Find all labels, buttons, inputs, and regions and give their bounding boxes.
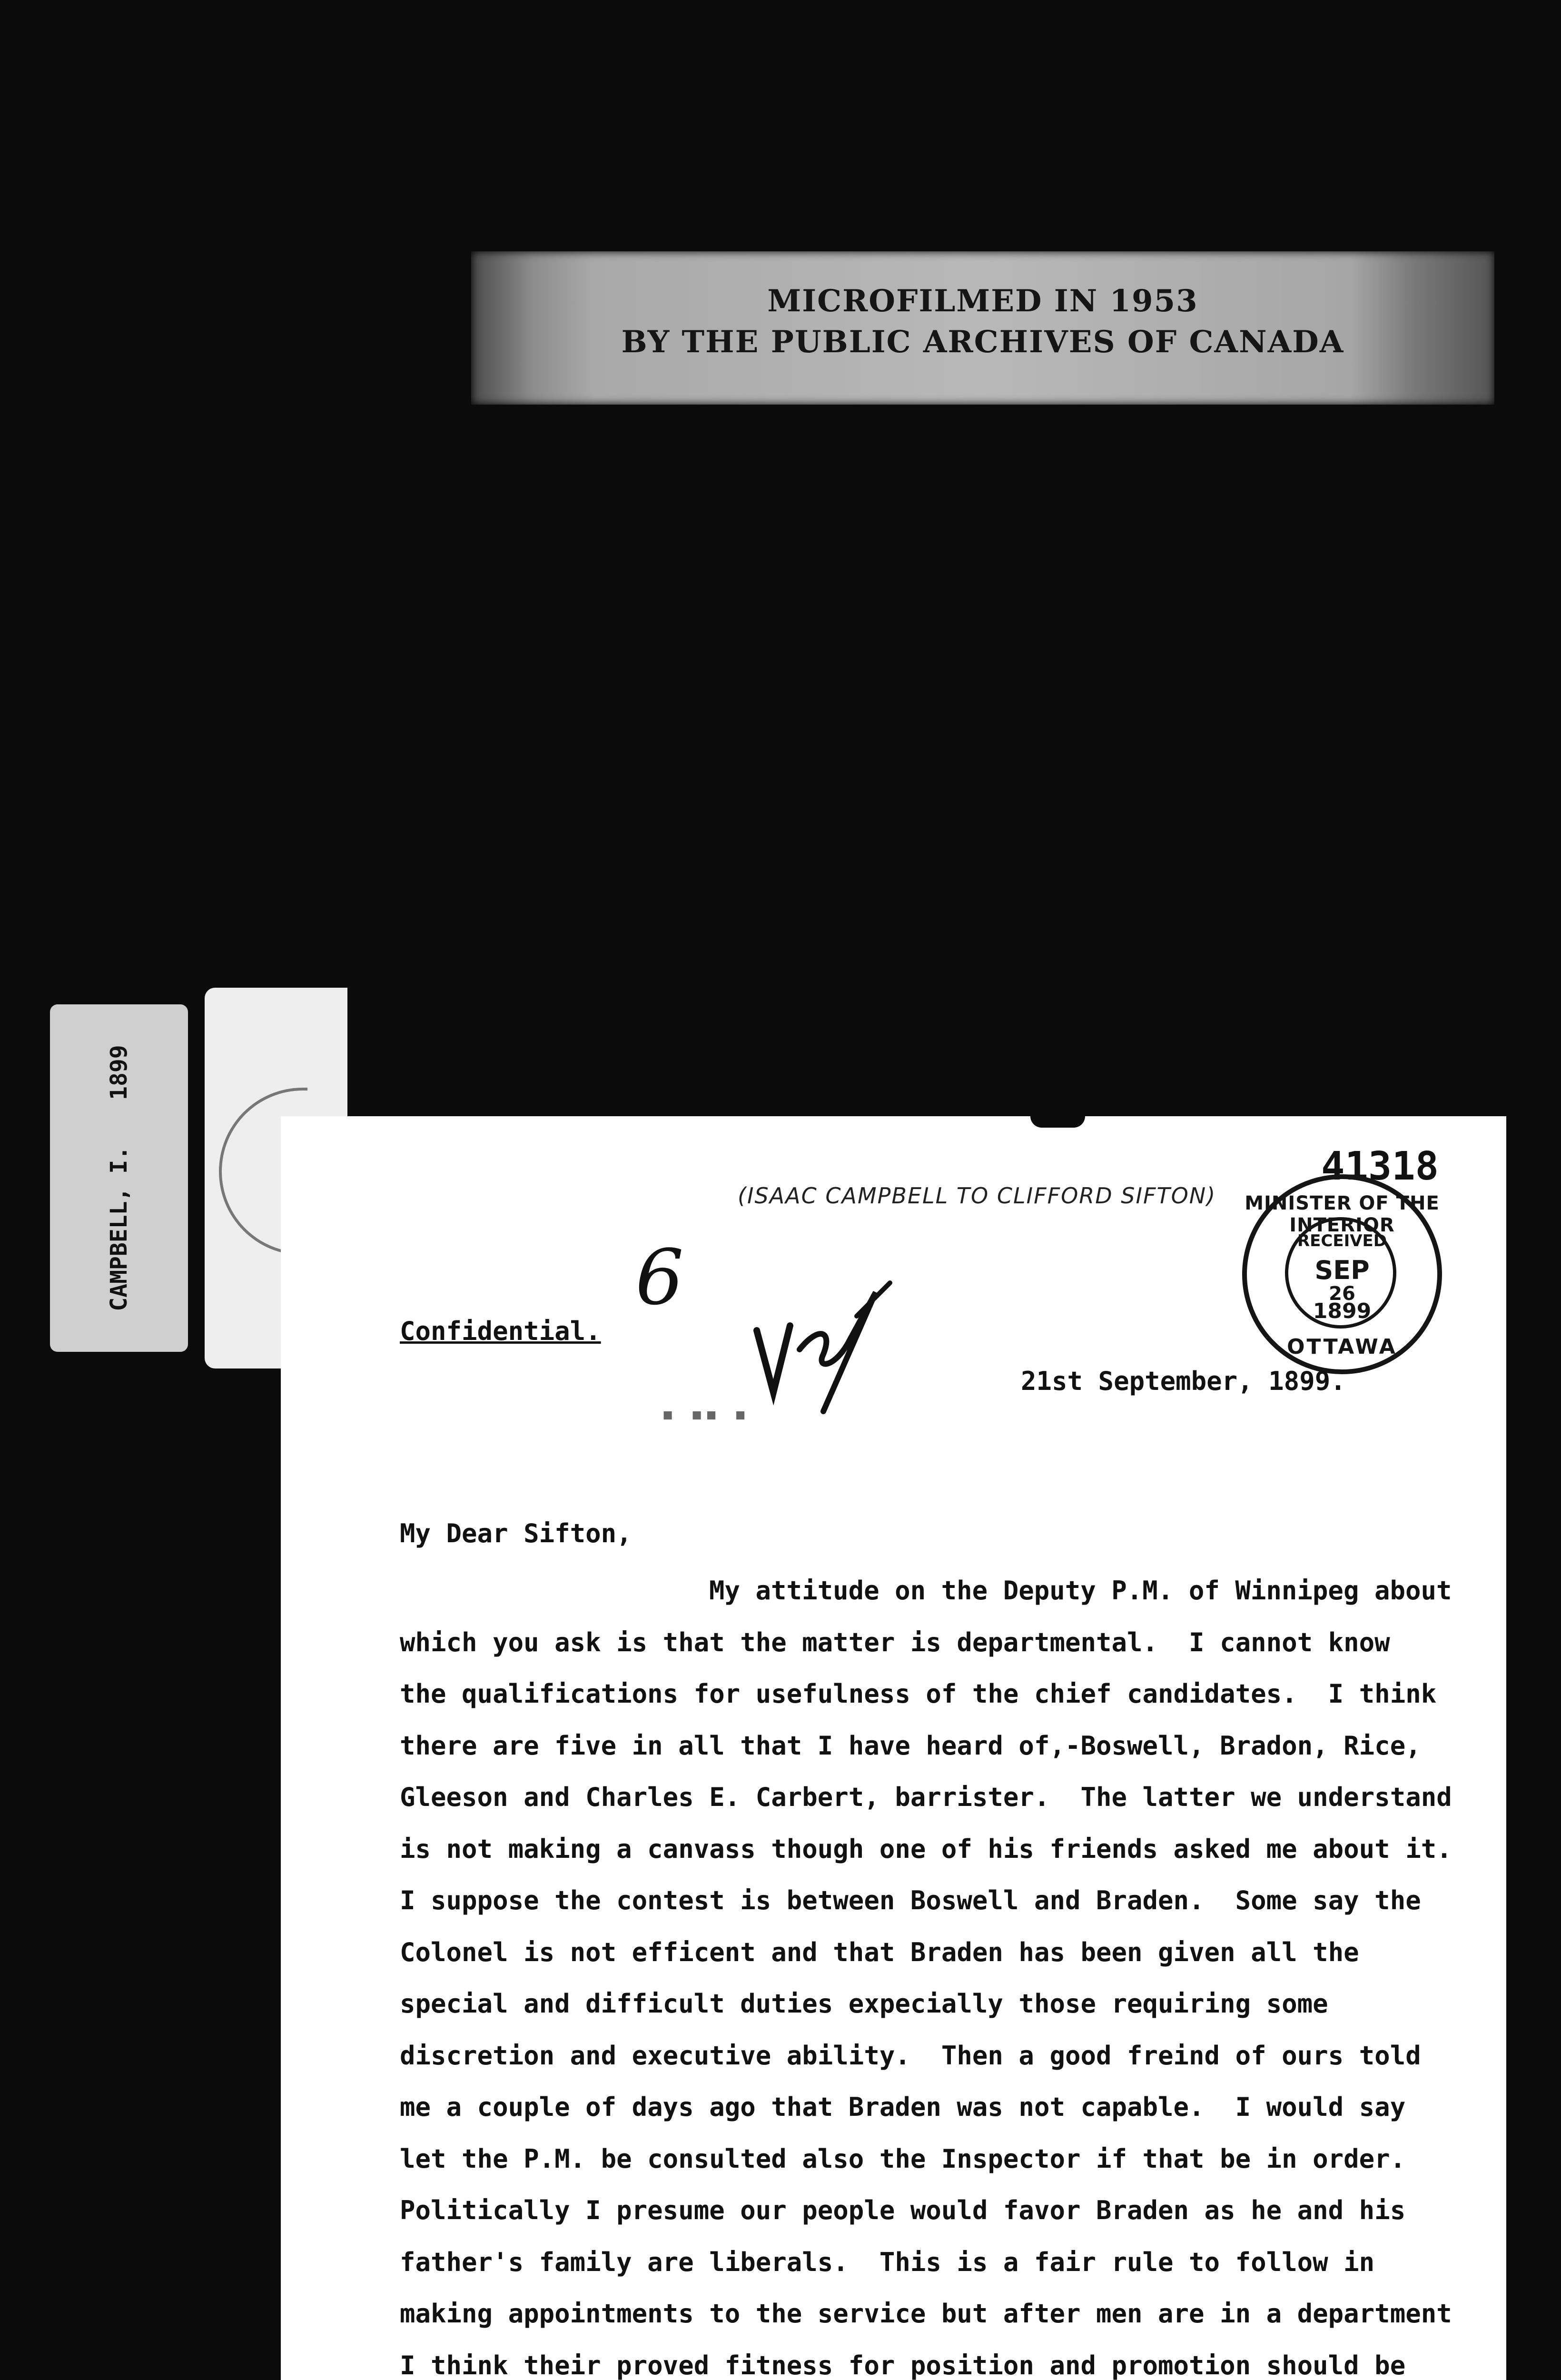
- body-line: father's family are liberals. This is a fair rule to follow in: [400, 2247, 1375, 2277]
- stamp-day: 26: [1329, 1283, 1355, 1305]
- confidential-heading: Confidential.: [400, 1316, 601, 1346]
- body-line: Politically I presume our people would favor Braden as he and his: [400, 2195, 1406, 2225]
- file-tab-name: CAMPBELL, I.: [106, 1146, 132, 1311]
- body-line: let the P.M. be consulted also the Inspector if that be in order.: [400, 2143, 1406, 2174]
- stamp-month: SEP: [1314, 1255, 1370, 1285]
- document-number: 41318: [1321, 1144, 1439, 1189]
- stamp-city: OTTAWA: [1287, 1335, 1397, 1359]
- stamp-received: RECEIVED: [1297, 1231, 1387, 1250]
- banner-line-2: BY THE PUBLIC ARCHIVES OF CANADA: [621, 324, 1344, 360]
- body-line: Gleeson and Charles E. Carbert, barrister. The latter we understand: [400, 1782, 1452, 1812]
- ink-specks: ▪ ▪▪ ▪: [662, 1402, 749, 1426]
- letter-page: [281, 1116, 1506, 2380]
- body-line: Colonel is not efficent and that Braden has been given all the: [400, 1937, 1359, 1967]
- body-line: I suppose the contest is between Boswell and Braden. Some say the: [400, 1885, 1421, 1915]
- body-line: the qualifications for usefulness of the chief candidates. I think: [400, 1679, 1437, 1709]
- banner-line-1: MICROFILMED IN 1953: [767, 283, 1198, 319]
- letter-body: [400, 1565, 1494, 2380]
- body-line: special and difficult duties expecially those requiring some: [400, 1989, 1328, 2019]
- received-stamp: [1242, 1174, 1442, 1374]
- page-notch: [1030, 1105, 1085, 1128]
- file-tab-text: [106, 1029, 132, 1327]
- file-tab: [50, 1004, 188, 1352]
- stamp-ministry: MINISTER OF THE INTERIOR: [1245, 1192, 1440, 1236]
- body-line: making appointments to the service but after men are in a department: [400, 2299, 1452, 2329]
- salutation: My Dear Sifton,: [400, 1518, 632, 1548]
- handwritten-mark: 6: [635, 1233, 684, 1322]
- body-line: which you ask is that the matter is departmental. I cannot know: [400, 1627, 1390, 1657]
- body-line: I think their proved fitness for position and promotion should be: [400, 2350, 1406, 2380]
- file-tab-year: 1899: [106, 1045, 132, 1100]
- letter-date: 21st September, 1899.: [1021, 1366, 1346, 1396]
- body-line: discretion and executive ability. Then a good freind of ours told: [400, 2040, 1421, 2071]
- handwritten-initials: [738, 1273, 919, 1416]
- stamp-year: 1899: [1313, 1299, 1372, 1323]
- body-line: there are five in all that I have heard of,-Boswell, Bradon, Rice,: [400, 1730, 1421, 1761]
- body-line: My attitude on the Deputy P.M. of Winnipeg about: [709, 1576, 1452, 1606]
- body-line: me a couple of days ago that Braden was not capable. I would say: [400, 2092, 1406, 2122]
- handwritten-annotation: (ISAAC CAMPBELL TO CLIFFORD SIFTON): [738, 1183, 1216, 1209]
- microfilm-banner: [471, 251, 1494, 405]
- body-line: is not making a canvass though one of his friends asked me about it.: [400, 1834, 1452, 1864]
